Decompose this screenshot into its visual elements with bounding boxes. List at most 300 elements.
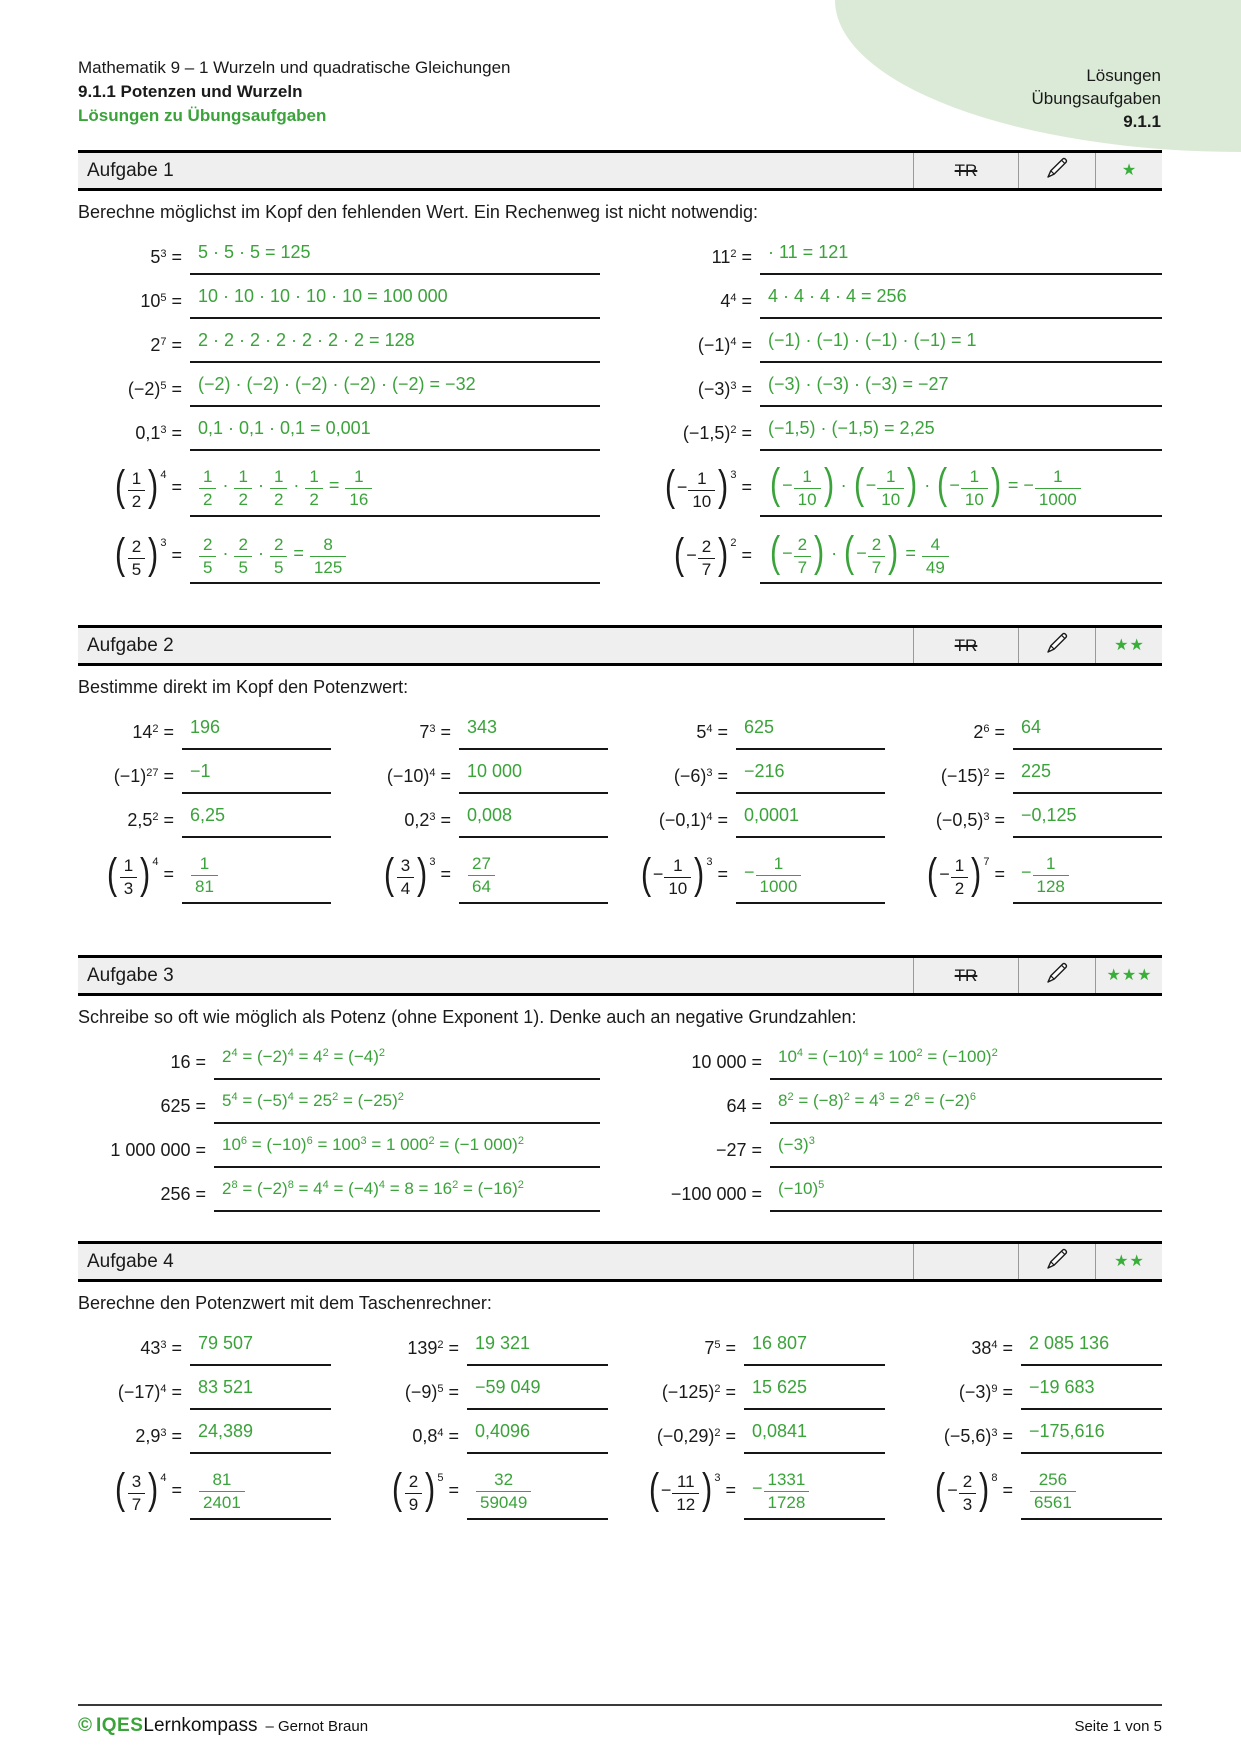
answer-line [467,1419,608,1454]
paren-content [127,536,146,579]
fraction [270,468,287,509]
problem-solution: − $\frac{1}{1000}$ [744,862,802,882]
paren-content [119,856,138,899]
exponent: 4 [730,336,737,348]
exponent: 4 [287,1091,294,1104]
answer-line [744,1419,885,1454]
answer-line [190,1463,331,1520]
fraction-numerator: 2 [408,1472,419,1492]
problem-row [909,715,1162,750]
exponent: 2 [991,1047,998,1060]
paren-content [127,469,146,511]
problem-solution: 10 · 10 · 10 · 10 · 10 = 100 000 [198,286,448,306]
problem-label: ( − $\frac{2}{3}$ ) $^8$ = [935,1465,1013,1514]
section-title: Aufgabe 3 [87,964,174,986]
problem-solution: − $\frac{1}{128}$ [1021,862,1070,882]
star-icon: ★ [1129,1252,1144,1270]
problem-row [640,372,1162,407]
problem-row [78,847,331,904]
exponent: 2 [983,767,990,780]
right-paren: ) [148,462,159,510]
fraction [794,468,821,509]
fraction [199,536,216,577]
paren-group [925,849,983,899]
fraction-numerator: 3 [400,856,411,876]
left-paren: ( [769,460,781,508]
fraction [199,1471,245,1512]
paren-group [768,527,826,577]
exponent: 3 [360,1135,367,1148]
fraction-denominator: 5 [270,556,287,577]
problem-label: $0,2^3$ = [404,810,451,831]
pencil-cell [1018,958,1095,993]
fraction-numerator: 1 [123,856,134,876]
exponent: 2 [437,1339,444,1352]
exponent: 3 [991,1427,998,1440]
problem-solution: $10^4 = (-10)^4 = 100^2 = (-100)^2$ [778,1047,998,1067]
problem-label: −27 = [715,1140,762,1161]
paren-group [105,849,153,899]
problem-row [78,284,600,319]
fraction-numerator: 1 [273,467,284,486]
answer-line [760,372,1162,407]
exponent: 3 [730,380,737,392]
paren-group [390,1465,438,1514]
fraction-denominator: 3 [959,1493,976,1514]
fraction [688,470,715,511]
fraction-denominator: 7 [868,556,885,577]
problem-label: ( $\frac{1}{2}$ ) $^4$ = [114,462,182,511]
problem-solution: 0,0841 [752,1421,808,1442]
fraction [468,855,495,896]
problem-row [909,1331,1162,1366]
exponent: 6 [913,1091,920,1104]
exponent: 4 [322,1179,329,1192]
exponent: 4 [160,469,167,482]
exponent: 2 [428,1135,435,1148]
problem-row [632,715,885,750]
answer-line [190,460,600,517]
problem-label: $(-17)^4$ = [117,1382,182,1403]
copyright-icon: © [78,1715,92,1736]
problem-row [640,1089,1162,1124]
right-paren: ) [979,1465,990,1513]
problem-label: ( − $\frac{11}{12}$ ) $^3$ = [648,1465,736,1514]
pencil-cell [1018,1244,1095,1279]
paren-content: − $\frac{1}{10}$ [677,477,716,497]
answer-line [182,759,331,794]
exponent: 3 [714,1472,721,1485]
left-paren: ( [935,1465,946,1513]
section-aufgabe-4 [78,1241,1162,1531]
exponent: 4 [231,1091,238,1104]
fraction-numerator: 1 [238,467,248,486]
problems-grid [78,240,1162,595]
fraction-denominator: 16 [345,488,372,509]
fraction-numerator: 1 [969,467,980,486]
fraction-numerator: 27 [472,854,491,874]
exponent: 6 [240,1135,248,1148]
exponent: 6 [983,723,990,736]
problem-solution: 0,1 · 0,1 · 0,1 = 0,001 [198,418,371,438]
paren-group [113,1465,161,1514]
difficulty-stars [1095,958,1162,993]
exponent: 4 [730,292,737,304]
left-paren: ( [937,460,948,508]
fraction [1035,468,1081,509]
right-paren: ) [148,1465,159,1513]
fraction-numerator: 1 [131,469,142,488]
fraction-numerator: 1 [773,854,784,874]
fraction-numerator: 256 [1038,1470,1068,1490]
problem-label: ( $\frac{2}{9}$ ) $^5$ = [391,1465,459,1514]
problems-column [78,240,600,595]
answer-line [1021,1419,1162,1454]
answer-line [459,803,608,838]
answer-line [760,528,1162,585]
exponent: 2 [730,536,737,549]
fraction-denominator: 1000 [1035,488,1081,509]
exponent: 2 [787,1091,794,1104]
sections-container [78,150,1162,1531]
fraction [698,538,715,579]
answer-line [1021,1463,1162,1520]
brand-lernkompass: Lernkompass [143,1715,258,1736]
problem-solution: (−2) · (−2) · (−2) · (−2) · (−2) = −32 [198,374,476,394]
star-icon: ★ [1114,636,1129,654]
fraction-denominator: 5 [128,558,145,579]
answer-line [744,1331,885,1366]
right-paren: ) [702,1465,713,1513]
star-icon: ★ [1114,1252,1129,1270]
left-paren: ( [106,849,117,897]
exponent: 2 [322,1047,329,1060]
problem-solution: 79 507 [198,1333,254,1354]
problem-solution: · 11 = 121 [768,242,849,262]
fraction-denominator: 59049 [476,1491,531,1512]
problem-solution: 343 [467,717,498,738]
paren-group [768,460,836,509]
fraction-denominator: 2 [270,488,287,509]
page-footer [78,1704,1162,1737]
fraction [128,1473,145,1514]
pencil-icon [1044,960,1070,991]
problem-label: 16 = [170,1052,206,1073]
answer-line [459,847,608,904]
problem-row [78,416,600,451]
fraction-denominator: 4 [397,877,414,898]
answer-line [744,1463,885,1520]
answer-line [190,240,600,275]
answer-line [467,1331,608,1366]
problem-solution: −175,616 [1029,1421,1105,1442]
fraction-denominator: 2 [951,877,968,898]
pencil-icon [1044,1246,1070,1277]
right-paren: ) [417,849,428,897]
problem-label: $(-1)^{27}$ = [113,766,174,787]
problem-label: $(-9)^5$ = [404,1382,459,1403]
exponent: 2 [517,1135,524,1148]
problem-row [640,528,1162,585]
problem-solution: 10 000 [467,761,523,782]
paren-group [113,462,161,511]
right-paren: ) [718,529,729,577]
fraction-numerator: 2 [131,536,142,556]
problem-label: $(-6)^3$ = [673,766,728,787]
fraction [756,855,802,896]
fraction-denominator: 5 [234,556,251,577]
star-icon: ★ [1137,966,1152,984]
fraction [234,536,251,577]
fraction [405,1473,422,1514]
fraction-denominator: 1728 [764,1491,810,1512]
problem-solution: $10^6 = (-10)^6 = 100^3 = 1$ $000^2 = (-1$ 000)$^2$ [222,1135,524,1155]
problem-row [355,803,608,838]
paren-group [933,1465,991,1514]
answer-line [190,1331,331,1366]
star-icon: ★ [1121,966,1137,984]
exponent: 6 [969,1091,976,1104]
problem-label: $43^3$ = [140,1338,182,1359]
difficulty-stars [1095,1244,1162,1279]
right-paren: ) [888,527,899,575]
answer-line [190,284,600,319]
exponent: 2 [517,1179,524,1192]
problem-solution: 83 521 [198,1377,254,1398]
fraction-denominator: 2 [234,488,251,509]
document-header [78,0,1162,128]
problem-label: $139^2$ = [407,1338,459,1359]
problem-row [640,284,1162,319]
problems-column [632,715,885,915]
fraction-numerator: 2 [273,534,284,554]
pencil-cell [1018,628,1095,663]
fraction-denominator: 7 [794,556,811,577]
fraction [951,857,968,898]
problem-label: $2^6$ = [973,722,1005,743]
paren-content [404,1472,423,1514]
problem-row [909,1419,1162,1454]
answer-line [760,328,1162,363]
problem-solution: 15 625 [752,1377,808,1398]
exponent: 7 [983,856,990,869]
problem-label: $(-1)^4$ = [697,335,752,355]
brand-iqes: IQES [96,1715,144,1736]
problem-row [78,1419,331,1454]
corner-line-1: Lösungen [1086,66,1161,85]
answer-line [467,1375,608,1410]
fraction-numerator: 81 [212,1470,232,1490]
paren-content: − $\frac{2}{3}$ [947,1480,977,1500]
problem-label: $2^7$ = [150,335,182,355]
left-paren: ( [674,529,685,577]
problem-label: $(-10)^4$ = [386,766,451,787]
answer-line [770,1089,1162,1124]
problem-solution: 24,389 [198,1421,254,1442]
problem-row [355,1419,608,1454]
problem-label: $2,9^3$ = [135,1426,182,1447]
problem-solution: 2 · 2 · 2 · 2 · 2 · 2 · 2 = 128 [198,330,415,350]
problem-row [632,1419,885,1454]
paren-group [672,529,730,579]
problem-solution: 225 [1021,761,1052,782]
answer-line [214,1045,600,1080]
problems-grid [78,1331,1162,1531]
fraction-denominator: 10 [664,877,691,898]
fraction [868,536,885,577]
problem-solution: $\frac{1}{2}$ · $\frac{1}{2}$ · $\frac{1}{2}$ · $\frac{1}{2}$ = $\frac{1}{16}$ [198,475,373,495]
page-content [78,0,1162,1531]
problem-solution [198,1470,246,1512]
paren-group [935,460,1003,509]
problem-label: ( − $\frac{1}{10}$ ) $^3$ = [664,462,752,511]
problem-solution: $5^4 = (-5)^4 = 25^2 = (-25)^2$ [222,1091,404,1111]
fraction [794,536,811,577]
paren-content: − $\frac{2}{7}$ [856,543,886,563]
paren-content: − $\frac{1}{10}$ [949,475,988,495]
fraction-numerator: 2 [203,534,213,554]
exponent: 2 [397,1091,404,1104]
fraction-numerator: 1 [203,467,213,486]
problem-row [78,1045,600,1080]
fraction-numerator: 8 [323,534,333,554]
exponent: 4 [160,1383,167,1396]
exponent: 3 [730,469,737,482]
problems-grid [78,1045,1162,1221]
section-instruction: Berechne möglichst im Kopf den fehlenden Wert. Ein Rechenweg ist nicht notwendig: [78,202,759,222]
problem-solution: 5 · 5 · 5 = 125 [198,242,311,262]
answer-line [736,803,885,838]
problem-row [909,847,1162,904]
problem-solution: 0,4096 [475,1421,531,1442]
answer-line [459,759,608,794]
right-paren: ) [971,849,982,897]
exponent: 2 [452,1179,459,1192]
problem-label: ( $\frac{3}{7}$ ) $^4$ = [114,1465,182,1514]
exponent: 4 [287,1047,294,1060]
answer-line [1021,1331,1162,1366]
section-instruction: Schreibe so oft wie möglich als Potenz (ohne Exponent 1). Denke auch an negative Grundzahlen: [78,1007,857,1028]
section-header-bar [78,150,1162,191]
answer-line [1013,715,1162,750]
answer-line [760,240,1162,275]
tr-crossed-label: TR [954,160,978,180]
paren-content: − $\frac{1}{10}$ [653,864,692,884]
course-title: Mathematik 9 – 1 Wurzeln und quadratische Gleichungen [78,58,511,77]
left-paren: ( [648,1465,659,1513]
answer-line [1021,1375,1162,1410]
right-paren: ) [823,460,834,508]
exponent: 4 [706,811,713,824]
fraction [959,1473,976,1514]
section-aufgabe-3 [78,955,1162,1221]
exponent: 5 [714,1339,721,1352]
exponent: 2 [378,1047,385,1060]
problem-solution: 625 [744,717,775,738]
fraction-numerator: 2 [962,1472,973,1492]
pencil-icon [1044,630,1070,661]
problem-solution: $2^4 = (-2)^4 = 4^2 = (-4)^2$ [222,1047,385,1067]
problem-solution: −1 [190,761,211,782]
left-paren: ( [769,527,781,575]
problem-label: 10 000 = [691,1052,762,1073]
fraction-denominator: 2 [128,490,145,511]
left-paren: ( [640,849,651,897]
tr-crossed-label: TR [954,635,978,655]
fraction-denominator: 128 [1033,875,1069,896]
section-title: Aufgabe 2 [87,634,174,656]
problem-row [355,1331,608,1366]
problem-label: $(-3)^3$ = [697,379,752,399]
fraction [345,468,372,509]
fraction [128,538,145,579]
problem-label: 64 = [726,1096,762,1117]
right-paren: ) [814,527,825,575]
problem-solution: $(-10)^5$ [778,1179,825,1199]
fraction [270,536,287,577]
exponent: 7 [160,336,167,348]
problem-label: $(-0,5)^3$ = [935,810,1005,831]
left-paren: ( [844,527,855,575]
exponent: 2 [714,1427,721,1440]
fraction-denominator: 10 [961,488,988,509]
problem-label: $(-1,5)^2$ = [682,423,752,443]
exponent: 3 [983,811,990,824]
section-header-bar [78,955,1162,996]
problem-solution: 0,008 [467,805,513,826]
difficulty-stars [1095,153,1162,188]
problems-column [78,1331,331,1531]
problems-grid [78,715,1162,915]
problem-row [909,803,1162,838]
problem-row [355,759,608,794]
problem-solution: 2 085 136 [1029,1333,1110,1354]
fraction [128,470,145,511]
paren-content: − $\frac{2}{7}$ [686,545,716,565]
subtitle-solutions: Lösungen zu Übungsaufgaben [78,106,327,125]
problem-label: $(-5,6)^3$ = [943,1426,1013,1447]
fraction-numerator: 1 [354,467,364,486]
answer-line [770,1045,1162,1080]
author-name: – Gernot Braun [265,1718,369,1735]
fraction [310,536,346,577]
problem-label: 625 = [160,1096,206,1117]
section-title: Aufgabe 1 [87,159,174,181]
right-paren: ) [694,849,705,897]
tr-cell [913,1244,1018,1279]
problem-solution: ( − $\frac{1}{10}$ ) · ( − $\frac{1}{10}$ ) · ( − $\frac{1}{10}$ ) = − $\frac{1}{1000}$ [768,475,1082,495]
answer-line [214,1177,600,1212]
right-paren: ) [907,460,918,508]
left-paren: ( [927,849,938,897]
problem-label: $(-3)^9$ = [958,1382,1013,1403]
problems-column [78,715,331,915]
exponent: 3 [160,1339,167,1352]
paren-group [852,460,920,509]
problem-row [355,1375,608,1410]
right-paren: ) [990,460,1001,508]
problem-row [632,1331,885,1366]
problem-row [355,847,608,904]
fraction [397,857,414,898]
fraction-numerator: 1 [199,854,210,874]
problem-solution [467,854,496,897]
star-icon: ★ [1129,636,1144,654]
problem-row [640,460,1162,517]
fraction [922,536,949,577]
answer-line [190,328,600,363]
fraction-numerator: 1 [697,469,707,488]
